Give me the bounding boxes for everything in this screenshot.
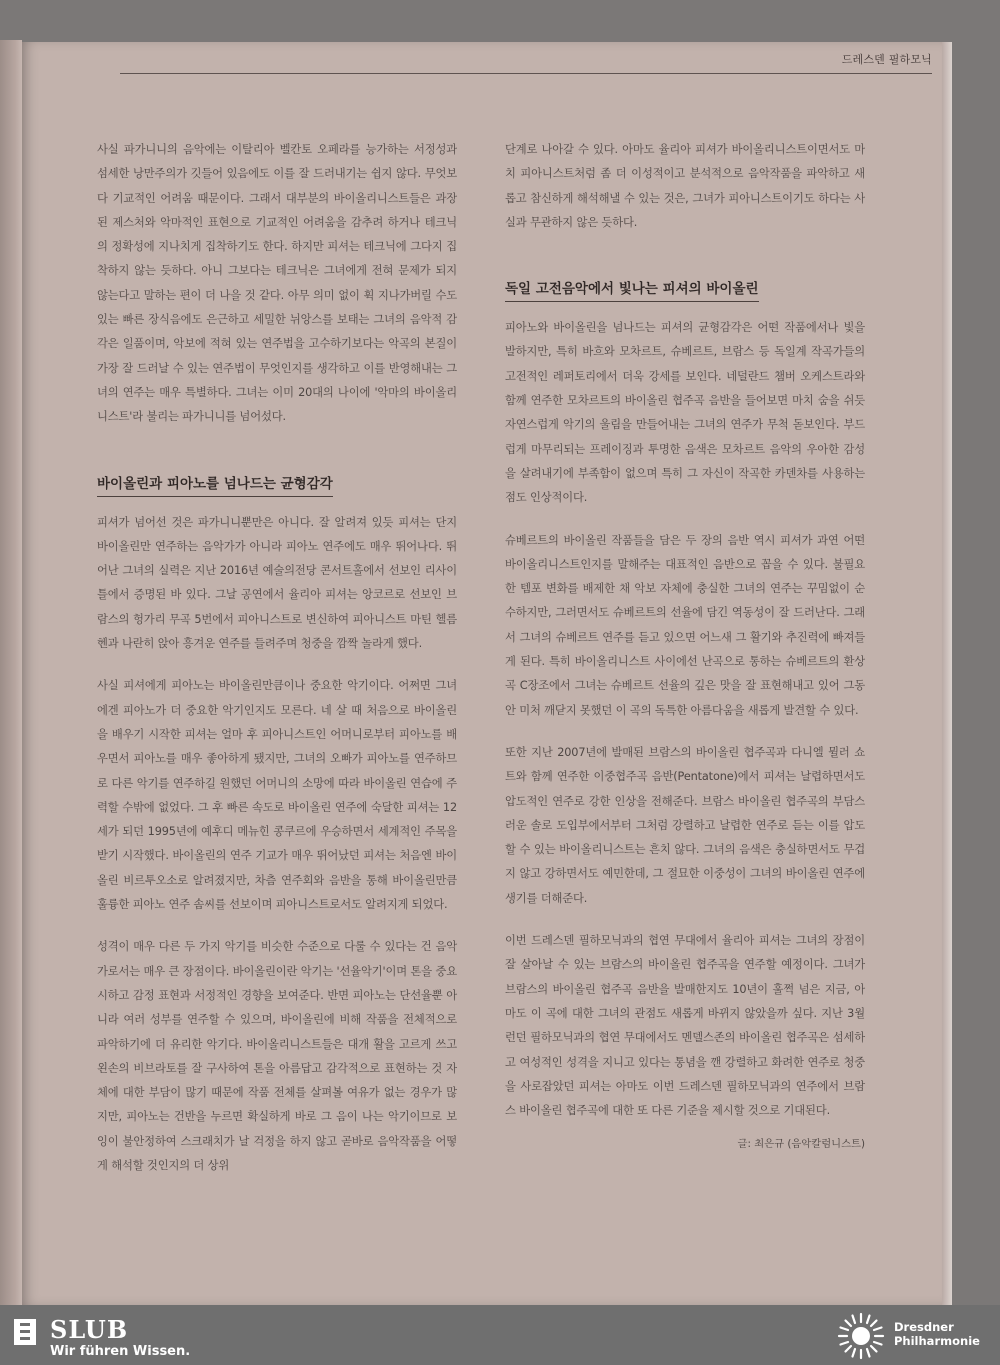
slub-tagline: Wir führen Wissen. [50, 1344, 191, 1359]
slub-logo-icon [14, 1319, 36, 1345]
philharmonie-name-line2: Philharmonie [894, 1334, 980, 1348]
slub-name: SLUB [50, 1315, 129, 1344]
philharmonie-logo-icon [836, 1311, 886, 1361]
philharmonie-name-line1: Dresdner [894, 1320, 954, 1334]
paragraph: 성격이 매우 다른 두 가지 악기를 비슷한 수준으로 다룰 수 있다는 건 음악가로서는 매우 큰 장점이다. 바이올린이란 악기는 '선율악기'이며 톤을 중요시하고 감정 표현과 서정적인 경향을 보여준다. 반면 피아노는 단선율뿐 아니라 여러 성부를 연주할 수 있으며, 바이올린에 비해 작품을 전체적으로 파악하기에 더 유리한 악기다. 바이올리니스트들은 대개 활을 고르게 쓰고 왼손의 비브라토를 잘 구사하여 톤을 아름답고 감각적으로 표현하는 것 자체에 대한 부담이 많기 때문에 작품 전체를 살펴볼 여유가 없는 경우가 많지만, 피아노는 건반을 누르면 확실하게 바로 그 음이 나는 악기이므로 보잉이 불안정하여 스크래치가 날 걱정을 하지 않고 곧바로 음악작품을 어떻게 해석할 것인지의 더 상위 [97, 940, 457, 1172]
paragraph: 피셔가 넘어선 것은 파가니니뿐만은 아니다. 잘 알려져 있듯 피셔는 단지 바이올린만 연주하는 음악가가 아니라 피아노 연주에도 매우 뛰어나다. 뛰어난 그녀의 실력은 지난 2016년 예술의전당 콘서트홀에서 선보인 리사이틀에서 증명된 바 있다. 그날 공연에서 율리아 피셔는 앙코르로 선보인 브람스의 헝가리 무곡 5번에서 피아니스트로 변신하여 피아니스트 마틴 헬름헨과 나란히 앉아 흥겨운 연주를 들려주며 청중을 깜짝 놀라게 했다. [97, 515, 457, 651]
paragraph: 슈베르트의 바이올린 작품들을 담은 두 장의 음반 역시 피셔가 과연 어떤 바이올리니스트인지를 말해주는 대표적인 음반으로 꼽을 수 있다. 불필요한 템포 변화를 배제한 채 악보 자체에 충실한 그녀의 연주는 꾸밈없이 순수하지만, 그러면서도 슈베르트의 선율에 담긴 역동성이 잘 드러난다. 그래서 그녀의 슈베르트 연주를 듣고 있으면 어느새 그 활기와 추진력에 빠져들게 된다. 특히 바이올리니스트 사이에선 난곡으로 통하는 슈베르트의 환상곡 C장조에서 그녀는 슈베르트 선율의 깊은 맛을 잘 표현해내고 있어 그동안 미처 깨닫지 못했던 이 곡의 독특한 아름다움을 새롭게 발견할 수 있다. [505, 533, 865, 717]
paragraph: 사실 파가니니의 음악에는 이탈리아 벨칸토 오페라를 능가하는 서정성과 섬세한 낭만주의가 깃들어 있음에도 이를 잘 드러내기는 쉽지 않다. 무엇보다 기교적인 어려움 때문이다. 그래서 대부분의 바이올리니스트들은 과장된 제스처와 악마적인 표현으로 기교적인 어려움을 감추려 하거나 테크닉의 정확성에 지나치게 집착하기도 한다. 하지만 피셔는 테크닉에 그다지 집착하지 않는 듯하다. 아니 그보다는 테크닉은 그녀에게 전혀 문제가 되지 않는다고 말하는 편이 더 나을 것 같다. 아무 의미 없이 휙 지나가버릴 수도 있는 빠른 장식음에도 은근하고 세밀한 뉘앙스를 보태는 그녀의 음악적 감각은 일품이며, 악보에 적혀 있는 연주법을 고수하기보다는 악곡의 본질이 가장 잘 드러날 수 있는 연주법이 무엇인지를 생각하고 이를 반영해내는 그녀의 연주는 매우 특별하다. 그녀는 이미 20대의 나이에 '악마의 바이올리니스트'라 불리는 파가니니를 넘어섰다. [97, 143, 457, 424]
paragraph: 피아노와 바이올린을 넘나드는 피셔의 균형감각은 어떤 작품에서나 빛을 발하지만, 특히 바흐와 모차르트, 슈베르트, 브람스 등 독일계 작곡가들의 고전적인 레퍼토리에서 더욱 강세를 보인다. 네덜란드 챔버 오케스트라와 함께 연주한 모차르트의 바이올린 협주곡 음반을 들어보면 마치 숨을 쉬듯 자연스럽게 악기의 울림을 만들어내는 그녀의 연주가 무척 돋보인다. 부드럽게 마무리되는 프레이징과 투명한 음색은 모차르트 음악의 우아한 감성을 살려내기에 부족함이 없으며 특히 그 자신이 작곡한 카덴차를 사용하는 점도 인상적이다. [505, 321, 865, 505]
previous-page-edge [0, 40, 22, 1305]
paragraph: 단계로 나아갈 수 있다. 아마도 율리아 피셔가 바이올리니스트이면서도 마치 피아니스트처럼 좀 더 이성적이고 분석적으로 음악작품을 파악하고 새롭고 참신하게 해석해낼 수 있는 것은, 그녀가 피아니스트이기도 하다는 사실과 무관하지 않은 듯하다. [505, 143, 865, 229]
section-heading: 바이올린과 피아노를 넘나드는 균형감각 [97, 472, 333, 497]
right-column [505, 138, 865, 1150]
page-right-edge [942, 42, 952, 1305]
philharmonie-name [894, 1320, 980, 1348]
scan-footer [0, 1305, 1000, 1365]
section-heading: 독일 고전음악에서 빛나는 피셔의 바이올린 [505, 277, 759, 302]
left-column [97, 138, 457, 1196]
author-credit: 글: 최은규 (음악칼럼니스트) [737, 1138, 865, 1151]
paragraph: 사실 피셔에게 피아노는 바이올린만큼이나 중요한 악기이다. 어쩌면 그녀에겐 피아노가 더 중요한 악기인지도 모른다. 네 살 때 처음으로 바이올린을 배우기 시작한 피셔는 얼마 후 피아니스트인 어머니로부터 피아노를 배우면서 피아노를 매우 좋아하게 됐지만, 그녀의 오빠가 피아노를 연주하므로 다른 악기를 연주하길 원했던 어머니의 소망에 따라 바이올린 연습에 주력할 수밖에 없었다. 그 후 빠른 속도로 바이올린 연주에 숙달한 피셔는 12세가 되던 1995년에 예후디 메뉴힌 콩쿠르에 우승하면서 세계적인 주목을 받기 시작했다. 바이올린의 연주 기교가 매우 뛰어났던 피셔는 처음엔 바이올린 비르투오소로 알려졌지만, 차츰 연주회와 음반을 통해 바이올린만큼 훌륭한 피아노 연주 솜씨를 선보이며 피아니스트로서도 알려지게 되었다. [97, 679, 457, 912]
running-header: 드레스덴 필하모닉 [841, 53, 932, 66]
paragraph: 또한 지난 2007년에 발매된 브람스의 바이올린 협주곡과 다니엘 뮐러 쇼트와 함께 연주한 이중협주곡 음반(Pentatone)에서 피셔는 날렵하면서도 압도적인 연주로 강한 인상을 전해준다. 브람스 바이올린 협주곡의 부담스러운 솔로 도입부에서부터 그처럼 강렬하고 날렵한 연주로 듣는 이를 압도할 수 있는 바이올리니스트는 흔치 않다. 그녀의 음색은 충실하면서도 무겁지 않고 강하면서도 예민한데, 그 절묘한 이중성이 그녀의 바이올린 연주에 생기를 더해준다. [505, 745, 865, 905]
paragraph: 이번 드레스덴 필하모닉과의 협연 무대에서 율리아 피셔는 그녀의 장점이 잘 살아날 수 있는 브람스의 바이올린 협주곡을 연주할 예정이다. 그녀가 브람스의 바이올린 협주곡 음반을 발매한지도 10년이 훌쩍 넘은 지금, 아마도 이 곡에 대한 그녀의 관점도 새롭게 바뀌지 않았을까 싶다. 지난 3월 런던 필하모닉과의 협연 무대에서도 멘델스존의 바이올린 협주곡은 섬세하고 여성적인 성격을 지니고 있다는 통념을 깬 강렬하고 화려한 연주로 청중을 사로잡았던 피셔는 아마도 이번 드레스덴 필하모닉과의 연주에서 브람스 바이올린 협주곡에 대한 또 다른 기준을 제시할 것으로 기대된다. [505, 934, 865, 1118]
header-rule [120, 73, 932, 74]
